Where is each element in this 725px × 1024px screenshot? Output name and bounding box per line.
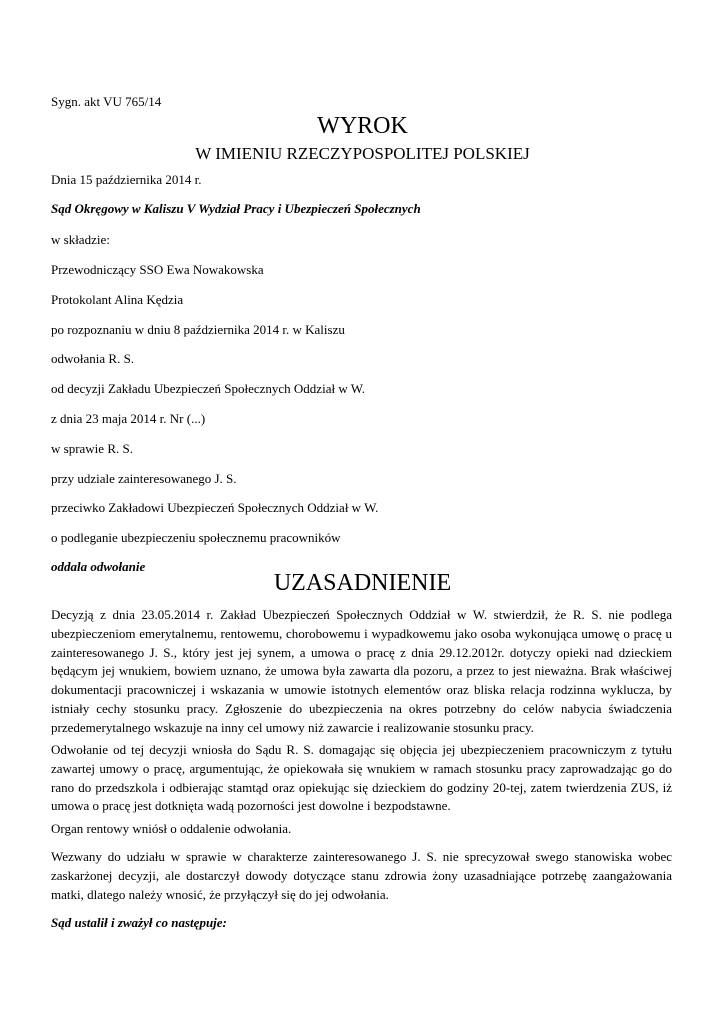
hearing-info: po rozpoznaniu w dniu 8 października 2014 r. w Kaliszu <box>51 322 345 337</box>
justification-paragraph-2: Odwołanie od tej decyzji wniosła do Sądu R. S. domagając się objęcia jej ubezpieczeniem pracowniczym z tytułu zawartej umowy o pracę, argumentując, że opiekowała się wnukiem w ramach stosunku pracy zaprowadzając go do rano do przedszkola i odbierając stamtąd oraz opiekując się dzieckiem do godziny 20-tej, zatem twierdzenia ZUS, iż umowa o pracę jest dotknięta wadą pozorności jest dowolne i bezpodstawne. <box>51 742 672 814</box>
case-subject: o podleganie ubezpieczeniu społecznemu pracowników <box>51 530 341 545</box>
interested-party: przy udziale zainteresowanego J. S. <box>51 471 237 486</box>
composition-label: w składzie: <box>51 232 110 247</box>
decision-date: z dnia 23 maja 2014 r. Nr (...) <box>51 411 206 426</box>
findings-heading: Sąd ustalił i zważył co następuje: <box>51 915 227 930</box>
justification-paragraph-1: Decyzją z dnia 23.05.2014 r. Zakład Ubezpieczeń Społecznych Oddział w W. stwierdził, że R. S. nie podlega ubezpieczeniom emerytalnemu, rentowemu, chorobowemu i wypadkowemu jako osoba wykonująca umowę o pracę u zainteresowanego J. S., który jest jej synem, a umowa o pracę z dnia 29.12.2012r. dotyczy opieki nad dzieckiem będącym jej wnukiem, bowiem uznano, że umowa była zawarta dla pozoru, a przez to jest nieważna. Brak właściwej dokumentacji pracowniczej i wskazania w umowie istotnych elementów oraz bliska relacja rodzinna wyklucza, by istniały cechy stosunku pracy. Zgłoszenie do ubezpieczenia na okres potrzebny do celów nabycia świadczenia przedemerytalnego wskazuje na inny cel umowy niż zawarcie i realizowanie stosunku pracy. <box>51 607 672 735</box>
document-subtitle: W IMIENIU RZECZYPOSPOLITEJ POLSKIEJ <box>195 144 530 163</box>
judgment-date: Dnia 15 października 2014 r. <box>51 172 202 187</box>
document-title: WYROK <box>317 113 408 139</box>
court-name: Sąd Okręgowy w Kaliszu V Wydział Pracy i Ubezpieczeń Społecznych <box>51 201 421 216</box>
decision-origin: od decyzji Zakładu Ubezpieczeń Społecznych Oddział w W. <box>51 381 366 396</box>
appeal-party: odwołania R. S. <box>51 351 135 366</box>
respondent: przeciwko Zakładowi Ubezpieczeń Społecznych Oddział w W. <box>51 500 379 515</box>
justification-paragraph-4: Wezwany do udziału w sprawie w charakterze zainteresowanego J. S. nie sprecyzował swego stanowiska wobec zaskarżonej decyzji, ale dostarczył dowody dotyczące stanu zdrowia żony uzasadniające potrzebę zaangażowania matki, dlatego należy wnosić, że przyłączył się do jej odwołania. <box>51 849 672 902</box>
case-signature: Sygn. akt VU 765/14 <box>51 94 162 109</box>
justification-title: UZASADNIENIE <box>273 570 452 596</box>
case-party: w sprawie R. S. <box>51 441 133 456</box>
presiding-judge: Przewodniczący SSO Ewa Nowakowska <box>51 262 264 277</box>
court-clerk: Protokolant Alina Kędzia <box>51 292 184 307</box>
verdict: oddala odwołanie <box>51 559 146 574</box>
justification-paragraph-3: Organ rentowy wniósł o oddalenie odwołania. <box>51 821 292 836</box>
